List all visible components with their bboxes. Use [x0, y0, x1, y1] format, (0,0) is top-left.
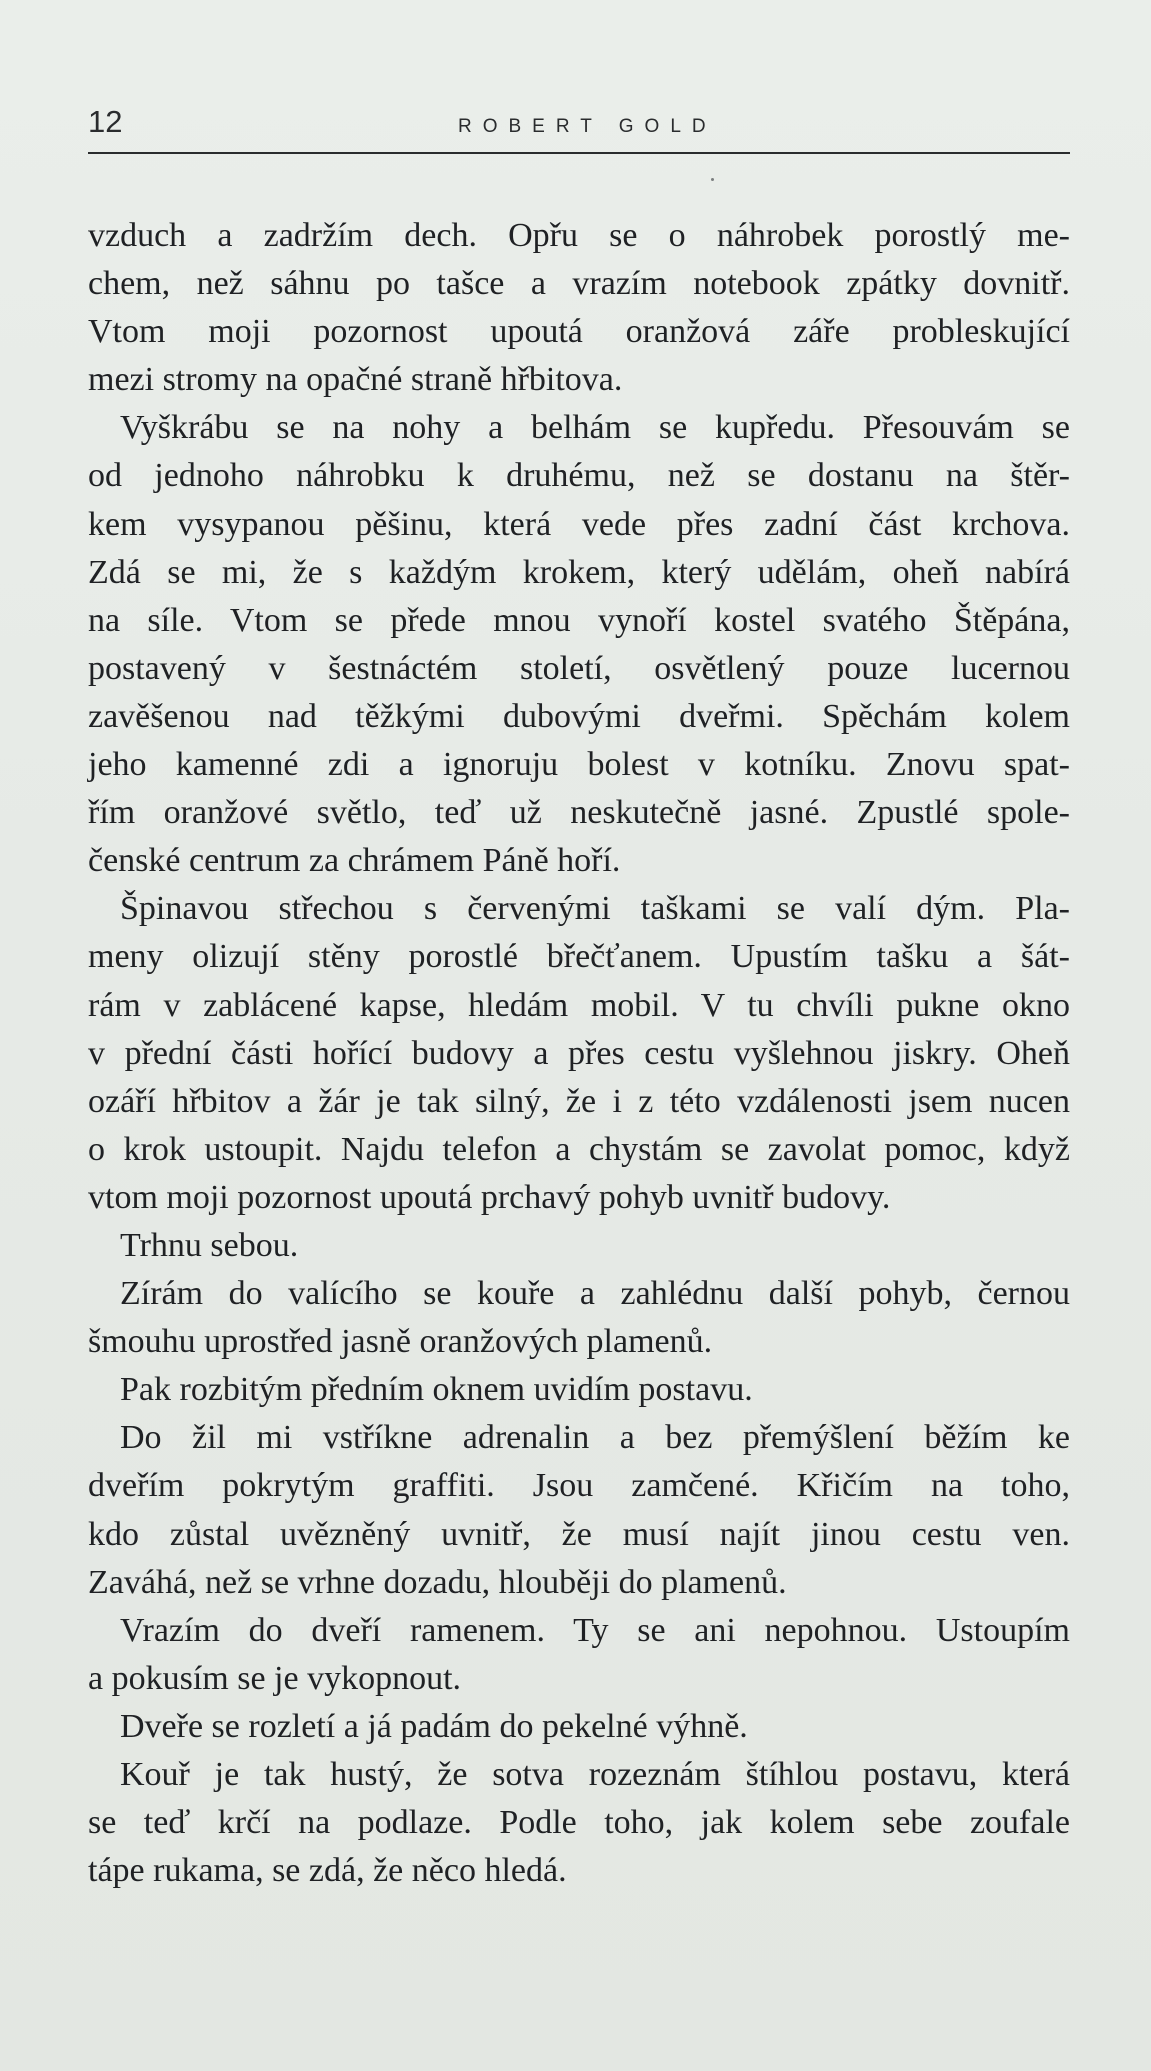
text-line: šmouhu uprostřed jasně oranžových plamenů.: [88, 1323, 713, 1361]
text-line: Kouř je tak hustý, že sotva rozeznám štíhlou postavu, která: [120, 1756, 1070, 1793]
text-line: dveřím pokrytým graffiti. Jsou zamčené. Křičím na toho,: [88, 1467, 1070, 1505]
running-head: ROBERT GOLD: [458, 116, 717, 137]
text-line: v přední části hořící budovy a přes cestu vyšlehnou jiskry. Oheň: [88, 1034, 1070, 1072]
text-line: Zaváhá, než se vrhne dozadu, hlouběji do plamenů.: [88, 1563, 787, 1601]
text-line: se teď krčí na podlaze. Podle toho, jak kolem sebe zoufale: [88, 1804, 1070, 1842]
text-line: jeho kamenné zdi a ignoruju bolest v kotníku. Znovu spat-: [88, 746, 1070, 784]
text-line: Vtom moji pozornost upoutá oranžová záře probleskující: [88, 313, 1070, 351]
text-line: Pak rozbitým předním oknem uvidím postavu.: [120, 1371, 753, 1409]
text-line: tápe rukama, se zdá, že něco hledá.: [88, 1852, 567, 1890]
text-line: postavený v šestnáctém století, osvětlený pouze lucernou: [88, 649, 1070, 687]
text-line: Zdá se mi, že s každým krokem, který udělám, oheň nabírá: [88, 553, 1070, 591]
text-line: chem, než sáhnu po tašce a vrazím notebook zpátky dovnitř.: [88, 265, 1070, 303]
text-line: a pokusím se je vykopnout.: [88, 1659, 462, 1697]
text-line: Zírám do valícího se kouře a zahlédnu další pohyb, černou: [120, 1275, 1070, 1313]
text-line: o krok ustoupit. Najdu telefon a chystám se zavolat pomoc, když: [88, 1130, 1070, 1168]
page-number: 12: [88, 104, 123, 139]
text-line: Dveře se rozletí a já padám do pekelné výhně.: [120, 1707, 748, 1745]
text-line: rám v zablácené kapse, hledám mobil. V tu chvíli pukne okno: [88, 986, 1070, 1024]
text-line: čenské centrum za chrámem Páně hoří.: [88, 842, 621, 880]
body-text: [88, 212, 1070, 1895]
text-line: Vrazím do dveří ramenem. Ty se ani nepohnou. Ustoupím: [120, 1611, 1070, 1649]
text-line: řím oranžové světlo, teď už neskutečně jasné. Zpustlé spole-: [88, 794, 1070, 832]
text-line: Trhnu sebou.: [120, 1226, 299, 1264]
text-line: Špinavou střechou s červenými taškami se valí dým. Pla-: [120, 890, 1070, 928]
text-line: Vyškrábu se na nohy a belhám se kupředu. Přesouvám se: [120, 409, 1070, 447]
text-line: ozáří hřbitov a žár je tak silný, že i z této vzdálenosti jsem nucen: [88, 1082, 1070, 1120]
text-line: vzduch a zadržím dech. Opřu se o náhrobek porostlý me-: [88, 217, 1070, 254]
text-line: kem vysypanou pěšinu, která vede přes zadní část krchova.: [88, 505, 1070, 543]
text-line: na síle. Vtom se přede mnou vynoří kostel svatého Štěpána,: [88, 601, 1070, 639]
text-line: vtom moji pozornost upoutá prchavý pohyb uvnitř budovy.: [88, 1178, 891, 1216]
paper-speck: [711, 178, 714, 181]
text-line: kdo zůstal uvězněný uvnitř, že musí najít jinou cestu ven.: [88, 1515, 1070, 1553]
text-line: zavěšenou nad těžkými dubovými dveřmi. Spěchám kolem: [88, 697, 1070, 735]
text-line: od jednoho náhrobku k druhému, než se dostanu na štěr-: [88, 457, 1070, 495]
page-header: [88, 104, 1070, 154]
text-line: mezi stromy na opačné straně hřbitova.: [88, 361, 623, 399]
text-line: meny olizují stěny porostlé břečťanem. Upustím tašku a šát-: [88, 938, 1070, 976]
text-line: Do žil mi vstříkne adrenalin a bez přemýšlení běžím ke: [120, 1419, 1070, 1457]
